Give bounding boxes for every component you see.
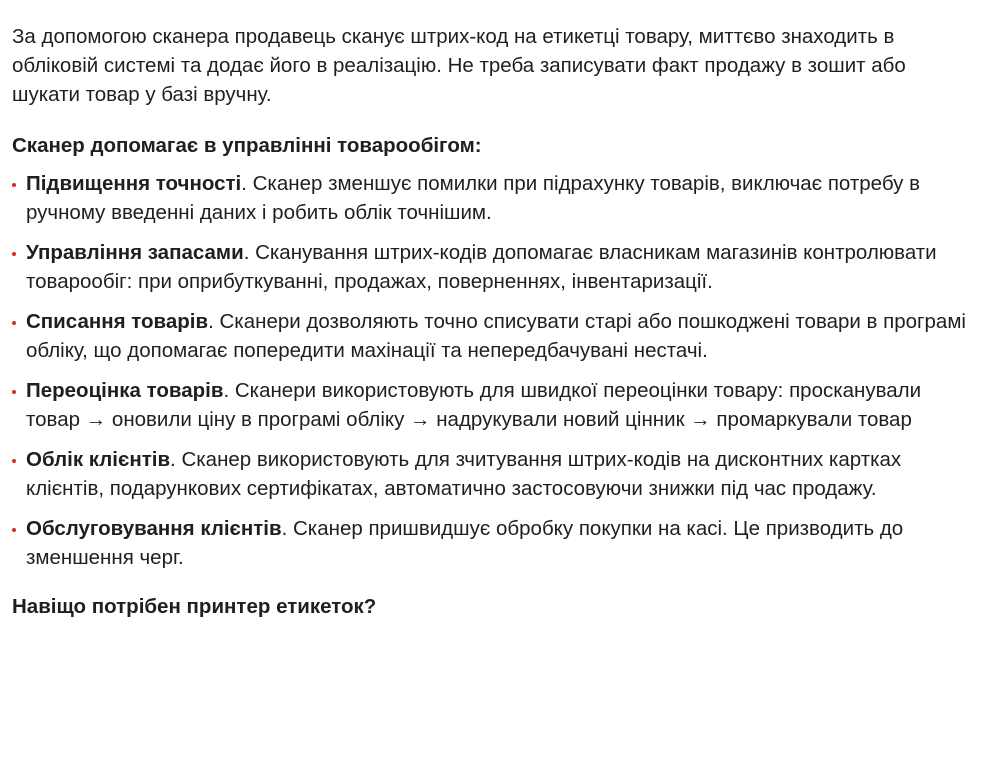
bullet-text: . Сканер зменшує помилки при підрахунку товарів, виключає потребу в ручному введенні даних і робить облік точнішим. xyxy=(26,172,920,224)
next-section-heading: Навіщо потрібен принтер етикеток? xyxy=(12,595,377,618)
list-item xyxy=(12,170,972,227)
list-item xyxy=(12,515,972,572)
bullet-icon xyxy=(12,390,16,394)
bullet-icon xyxy=(12,528,16,532)
bullet-title: Списання товарів xyxy=(26,310,209,333)
bullet-title: Підвищення точності xyxy=(26,172,242,195)
bullet-title: Обслуговування клієнтів xyxy=(26,517,282,540)
bullet-title: Переоцінка товарів xyxy=(26,379,224,402)
list-item xyxy=(12,239,972,296)
list-item xyxy=(12,377,972,434)
list-item xyxy=(12,446,972,503)
bullet-text: . Сканери використовують для швидкої переоцінки товару: просканували товар → оновили ціну в програмі обліку → надрукували новий цінник → промаркували товар xyxy=(26,379,922,431)
bullet-text: . Сканування штрих-кодів допомагає власникам магазинів контролювати товарообіг: при оприбуткуванні, продажах, поверненнях, інвентаризації. xyxy=(26,241,937,293)
article-content xyxy=(12,22,972,621)
bullet-text: . Сканер пришвидшує обробку покупки на касі. Це призводить до зменшення черг. xyxy=(26,517,904,569)
bullet-icon xyxy=(12,459,16,463)
bullet-text: . Сканери дозволяють точно списувати старі або пошкоджені товари в програмі обліку, що допомагає попередити махінації та непередбачувані нестачі. xyxy=(26,310,966,362)
bullet-title: Облік клієнтів xyxy=(26,448,171,471)
bullet-title: Управління запасами xyxy=(26,241,244,264)
bullet-icon xyxy=(12,183,16,187)
bullet-icon xyxy=(12,321,16,325)
section-heading: Сканер допомагає в управлінні товарообігом: xyxy=(12,134,482,157)
bullet-text: . Сканер використовують для зчитування штрих-кодів на дисконтних картках клієнтів, подарункових сертифікатах, автоматично застосовуючи знижки під час продажу. xyxy=(26,448,902,500)
bullet-icon xyxy=(12,252,16,256)
list-item xyxy=(12,308,972,365)
benefits-list xyxy=(12,170,972,572)
intro-paragraph: За допомогою сканера продавець сканує штрих-код на етикетці товару, миттєво знаходить в обліковій системі та додає його в реалізацію. Не треба записувати факт продажу в зошит або шукати товар у базі вручну. xyxy=(12,25,906,106)
